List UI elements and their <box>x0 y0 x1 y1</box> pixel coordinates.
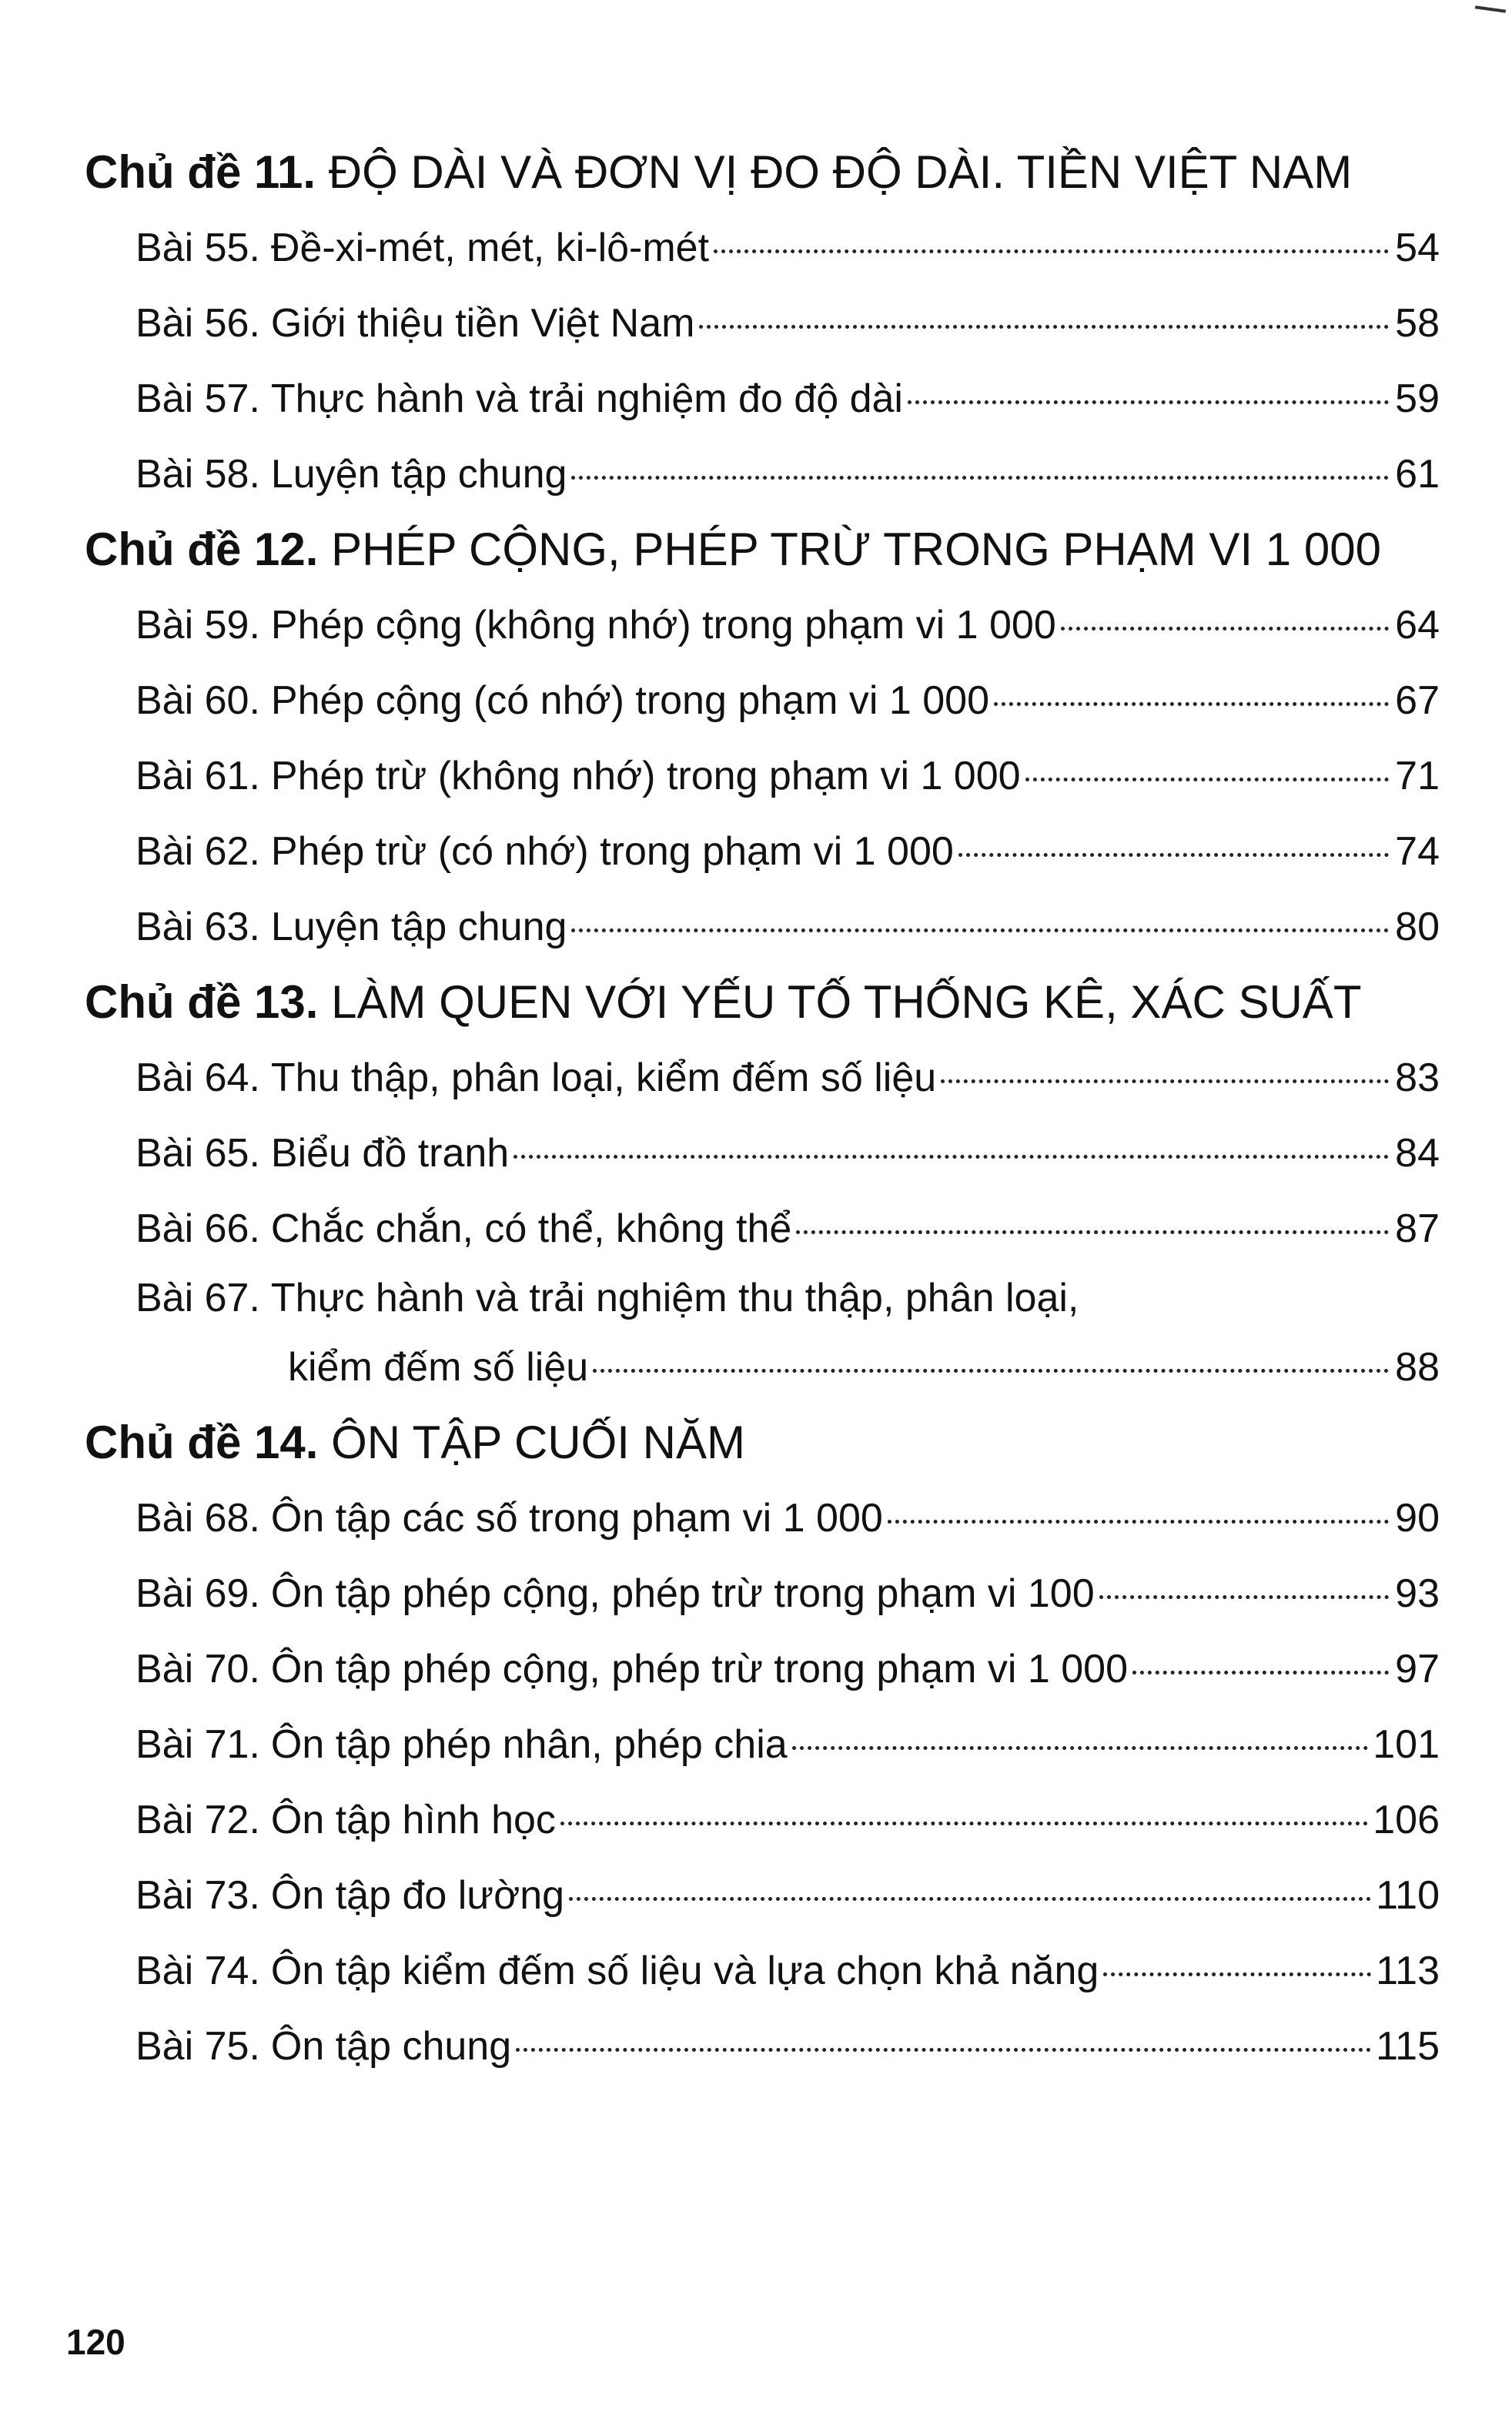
toc-entry <box>135 210 1440 286</box>
toc-entry-line-1 <box>135 1266 1440 1330</box>
toc-entry <box>135 1556 1440 1631</box>
dot-leader <box>792 1746 1369 1750</box>
dot-leader <box>1132 1671 1389 1675</box>
toc-entry <box>135 361 1440 437</box>
lesson-number: Bài 58. <box>135 452 260 497</box>
toc-entry <box>135 286 1440 361</box>
lesson-title: Đề-xi-mét, mét, ki-lô-mét <box>270 226 710 270</box>
lesson-number: Bài 61. <box>135 754 260 798</box>
lesson-title: Thực hành và trải nghiệm thu thập, phân loại, <box>270 1276 1079 1320</box>
lesson-page: 64 <box>1395 603 1440 647</box>
lesson-number: Bài 74. <box>135 1949 260 1993</box>
lesson-number: Bài 66. <box>135 1206 260 1251</box>
lesson-number: Bài 67. <box>135 1276 260 1320</box>
chapter-prefix: Chủ đề 12. <box>85 524 319 575</box>
dot-leader <box>516 2048 1371 2052</box>
lesson-title: Ôn tập các số trong phạm vi 1 000 <box>270 1496 883 1541</box>
dot-leader <box>796 1230 1389 1234</box>
dot-leader <box>513 1155 1389 1159</box>
dot-leader <box>958 853 1389 857</box>
lesson-title: Chắc chắn, có thể, không thể <box>270 1206 792 1251</box>
toc-entry-line-2 <box>135 1330 1440 1405</box>
lesson-page: 113 <box>1376 1949 1440 1993</box>
dot-leader <box>593 1369 1389 1373</box>
lesson-title: Ôn tập kiểm đếm số liệu và lựa chọn khả năng <box>270 1949 1099 1993</box>
chapter-title: LÀM QUEN VỚI YẾU TỐ THỐNG KÊ, XÁC SUẤT <box>331 976 1362 1028</box>
chapter-prefix: Chủ đề 11. <box>85 146 316 198</box>
lesson-page: 115 <box>1376 2024 1440 2069</box>
page-number: 120 <box>66 2322 125 2362</box>
dot-leader <box>994 702 1389 706</box>
lesson-page: 87 <box>1395 1206 1440 1251</box>
toc-entry <box>135 1266 1440 1405</box>
lesson-number: Bài 63. <box>135 905 260 949</box>
chapter-title: ĐỘ DÀI VÀ ĐƠN VỊ ĐO ĐỘ DÀI. TIỀN VIỆT NAM <box>328 146 1353 198</box>
chapter-heading <box>85 135 1440 210</box>
lesson-title: Ôn tập chung <box>270 2024 512 2069</box>
lesson-title: Ôn tập phép nhân, phép chia <box>270 1722 788 1767</box>
lesson-title: Ôn tập phép cộng, phép trừ trong phạm vi 1 000 <box>270 1647 1128 1691</box>
lesson-number: Bài 59. <box>135 603 260 647</box>
lesson-page: 74 <box>1395 829 1440 874</box>
lesson-number: Bài 60. <box>135 678 260 723</box>
dot-leader <box>569 1897 1371 1901</box>
table-of-contents <box>85 135 1440 2084</box>
lesson-title: Phép trừ (có nhớ) trong phạm vi 1 000 <box>270 829 954 874</box>
lesson-page: 93 <box>1395 1571 1440 1616</box>
toc-entry <box>135 1858 1440 1933</box>
lesson-number: Bài 75. <box>135 2024 260 2069</box>
toc-entry <box>135 1116 1440 1191</box>
lesson-title-continued: kiểm đếm số liệu <box>288 1345 589 1390</box>
lesson-page: 101 <box>1373 1722 1440 1767</box>
lesson-number: Bài 68. <box>135 1496 260 1541</box>
chapter-title: PHÉP CỘNG, PHÉP TRỪ TRONG PHẠM VI 1 000 <box>331 524 1381 575</box>
dot-leader <box>571 476 1389 480</box>
lesson-page: 59 <box>1395 376 1440 421</box>
lesson-title: Luyện tập chung <box>270 905 567 949</box>
lesson-title: Thu thập, phân loại, kiểm đếm số liệu <box>270 1056 937 1100</box>
dot-leader <box>941 1079 1389 1083</box>
dot-leader <box>1025 778 1389 781</box>
lesson-title: Giới thiệu tiền Việt Nam <box>270 301 695 346</box>
lesson-page: 97 <box>1395 1647 1440 1691</box>
dot-leader <box>888 1520 1389 1524</box>
dot-leader <box>560 1822 1368 1825</box>
dot-leader <box>699 325 1389 329</box>
lesson-number: Bài 62. <box>135 829 260 874</box>
toc-entry <box>135 2009 1440 2084</box>
toc-entry <box>135 738 1440 814</box>
lesson-page: 58 <box>1395 301 1440 346</box>
dot-leader <box>714 249 1389 253</box>
chapter-heading <box>85 1405 1440 1481</box>
toc-entry <box>135 1933 1440 2009</box>
lesson-page: 110 <box>1376 1873 1440 1918</box>
toc-entry <box>135 889 1440 965</box>
lesson-title: Luyện tập chung <box>270 452 567 497</box>
toc-entry <box>135 663 1440 738</box>
lesson-page: 54 <box>1395 226 1440 270</box>
lesson-title: Phép cộng (có nhớ) trong phạm vi 1 000 <box>270 678 989 723</box>
lesson-number: Bài 55. <box>135 226 260 270</box>
chapter-prefix: Chủ đề 14. <box>85 1417 319 1468</box>
toc-entry <box>135 587 1440 663</box>
lesson-page: 71 <box>1395 754 1440 798</box>
lesson-title: Phép cộng (không nhớ) trong phạm vi 1 000 <box>270 603 1056 647</box>
toc-entry <box>135 1631 1440 1707</box>
chapter-prefix: Chủ đề 13. <box>85 976 319 1028</box>
lesson-page: 84 <box>1395 1131 1440 1176</box>
lesson-page: 88 <box>1395 1345 1440 1390</box>
toc-entry <box>135 1782 1440 1858</box>
chapter-heading <box>85 512 1440 587</box>
lesson-number: Bài 69. <box>135 1571 260 1616</box>
lesson-number: Bài 70. <box>135 1647 260 1691</box>
lesson-number: Bài 71. <box>135 1722 260 1767</box>
lesson-page: 90 <box>1395 1496 1440 1541</box>
lesson-title: Ôn tập hình học <box>270 1798 556 1842</box>
chapter-title: ÔN TẬP CUỐI NĂM <box>331 1417 745 1468</box>
chapter-heading <box>85 965 1440 1040</box>
lesson-number: Bài 64. <box>135 1056 260 1100</box>
lesson-title: Thực hành và trải nghiệm đo độ dài <box>270 376 903 421</box>
corner-scan-mark <box>1475 5 1506 13</box>
toc-entry <box>135 1707 1440 1782</box>
dot-leader <box>1099 1595 1389 1599</box>
dot-leader <box>1103 1972 1371 1976</box>
lesson-number: Bài 65. <box>135 1131 260 1176</box>
dot-leader <box>908 400 1389 404</box>
lesson-title: Phép trừ (không nhớ) trong phạm vi 1 000 <box>270 754 1021 798</box>
toc-entry <box>135 1191 1440 1266</box>
toc-entry <box>135 1040 1440 1116</box>
lesson-title: Biểu đồ tranh <box>270 1131 510 1176</box>
lesson-page: 80 <box>1395 905 1440 949</box>
lesson-number: Bài 73. <box>135 1873 260 1918</box>
lesson-number: Bài 56. <box>135 301 260 346</box>
dot-leader <box>571 928 1389 932</box>
lesson-title: Ôn tập phép cộng, phép trừ trong phạm vi 100 <box>270 1571 1095 1616</box>
lesson-page: 61 <box>1395 452 1440 497</box>
lesson-number: Bài 72. <box>135 1798 260 1842</box>
toc-entry <box>135 1481 1440 1556</box>
toc-entry <box>135 437 1440 512</box>
dot-leader <box>1061 627 1389 631</box>
lesson-page: 67 <box>1395 678 1440 723</box>
lesson-page: 106 <box>1373 1798 1440 1842</box>
lesson-page: 83 <box>1395 1056 1440 1100</box>
toc-entry <box>135 814 1440 889</box>
lesson-number: Bài 57. <box>135 376 260 421</box>
lesson-title: Ôn tập đo lường <box>270 1873 565 1918</box>
